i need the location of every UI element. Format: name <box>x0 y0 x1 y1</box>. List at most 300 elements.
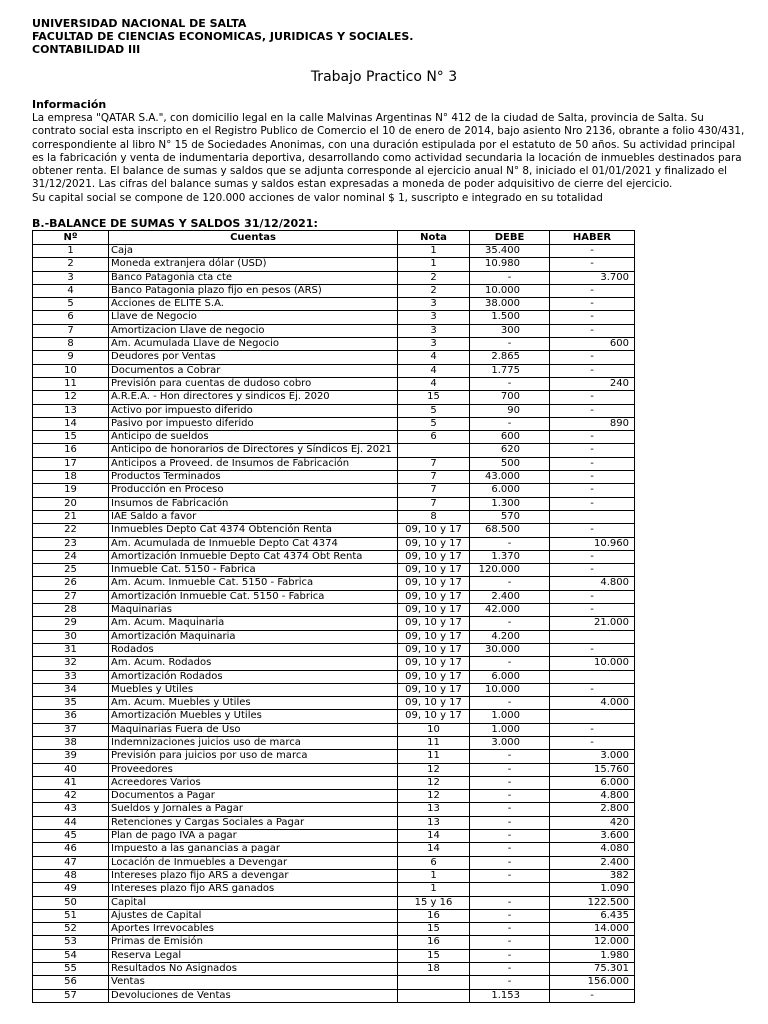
cell-account: Primas de Emisión <box>109 936 398 949</box>
table-row <box>33 936 635 949</box>
cell-debit: - <box>470 936 550 949</box>
table-row <box>33 364 635 377</box>
table-row <box>33 790 635 803</box>
table-header-row <box>33 231 635 245</box>
table-row <box>33 617 635 630</box>
cell-account: Insumos de Fabricación <box>109 497 398 510</box>
cell-debit: 90 <box>470 404 550 417</box>
cell-number: 31 <box>33 643 109 656</box>
table-row <box>33 484 635 497</box>
cell-credit: - <box>550 351 635 364</box>
cell-credit: - <box>550 590 635 603</box>
cell-debit: 42.000 <box>470 604 550 617</box>
cell-account: Amortización Inmueble Depto Cat 4374 Obt Renta <box>109 550 398 563</box>
cell-note: 12 <box>398 763 470 776</box>
cell-account: Pasivo por impuesto diferido <box>109 417 398 430</box>
table-row <box>33 311 635 324</box>
table-row <box>33 324 635 337</box>
cell-note: 7 <box>398 484 470 497</box>
cell-number: 35 <box>33 697 109 710</box>
cell-note: 13 <box>398 816 470 829</box>
table-row <box>33 736 635 749</box>
cell-credit <box>550 670 635 683</box>
table-row <box>33 564 635 577</box>
cell-debit: 1.370 <box>470 550 550 563</box>
cell-account: Amortización Maquinaria <box>109 630 398 643</box>
table-row <box>33 577 635 590</box>
cell-note: 09, 10 y 17 <box>398 537 470 550</box>
table-row <box>33 763 635 776</box>
cell-debit: - <box>470 843 550 856</box>
cell-account: Ajustes de Capital <box>109 909 398 922</box>
cell-account: Productos Terminados <box>109 471 398 484</box>
cell-number: 50 <box>33 896 109 909</box>
cell-account: Am. Acumulada Llave de Negocio <box>109 338 398 351</box>
cell-account: Reserva Legal <box>109 949 398 962</box>
cell-account: Am. Acum. Maquinaria <box>109 617 398 630</box>
cell-note: 09, 10 y 17 <box>398 630 470 643</box>
cell-credit: 420 <box>550 816 635 829</box>
cell-debit: - <box>470 577 550 590</box>
cell-credit: 3.000 <box>550 750 635 763</box>
table-row <box>33 630 635 643</box>
table-row <box>33 245 635 258</box>
info-paragraph <box>32 112 745 205</box>
cell-account: Proveedores <box>109 763 398 776</box>
col-header-debit: DEBE <box>470 231 550 245</box>
cell-account: Documentos a Cobrar <box>109 364 398 377</box>
cell-note: 3 <box>398 338 470 351</box>
cell-account: Maquinarias <box>109 604 398 617</box>
cell-account: Llave de Negocio <box>109 311 398 324</box>
cell-credit: - <box>550 284 635 297</box>
cell-account: Anticipo de honorarios de Directores y Síndicos Ej. 2021 <box>109 444 398 457</box>
table-row <box>33 869 635 882</box>
table-row <box>33 976 635 989</box>
cell-debit: 43.000 <box>470 471 550 484</box>
info-line: La empresa "QATAR S.A.", con domicilio legal en la calle Malvinas Argentinas N° 412 de la ciudad de Salta, provincia de Salta. Su <box>32 112 704 124</box>
cell-credit: 3.700 <box>550 271 635 284</box>
cell-account: Maquinarias Fuera de Uso <box>109 723 398 736</box>
cell-account: Capital <box>109 896 398 909</box>
table-row <box>33 883 635 896</box>
table-row <box>33 271 635 284</box>
cell-note: 15 <box>398 949 470 962</box>
cell-debit: 68.500 <box>470 524 550 537</box>
cell-account: Am. Acum. Rodados <box>109 657 398 670</box>
cell-note: 14 <box>398 843 470 856</box>
info-line: 31/12/2021. Las cifras del balance sumas y saldos estan expresadas a moneda de poder adquisitivo de cierre del ejercicio. <box>32 178 673 191</box>
cell-debit: - <box>470 816 550 829</box>
cell-number: 41 <box>33 776 109 789</box>
cell-number: 3 <box>33 271 109 284</box>
cell-account: Am. Acum. Inmueble Cat. 5150 - Fabrica <box>109 577 398 590</box>
cell-credit: - <box>550 457 635 470</box>
cell-credit: 2.800 <box>550 803 635 816</box>
table-row <box>33 590 635 603</box>
cell-credit: 10.960 <box>550 537 635 550</box>
cell-note: 09, 10 y 17 <box>398 643 470 656</box>
cell-debit: 1.775 <box>470 364 550 377</box>
cell-debit: 10.980 <box>470 258 550 271</box>
cell-note: 11 <box>398 750 470 763</box>
cell-debit: - <box>470 271 550 284</box>
cell-credit: 12.000 <box>550 936 635 949</box>
cell-note: 09, 10 y 17 <box>398 564 470 577</box>
cell-number: 26 <box>33 577 109 590</box>
cell-credit: 3.600 <box>550 830 635 843</box>
cell-credit: 156.000 <box>550 976 635 989</box>
cell-note: 09, 10 y 17 <box>398 670 470 683</box>
cell-number: 4 <box>33 284 109 297</box>
cell-number: 32 <box>33 657 109 670</box>
cell-number: 54 <box>33 949 109 962</box>
cell-debit: 120.000 <box>470 564 550 577</box>
cell-note: 1 <box>398 883 470 896</box>
cell-credit: - <box>550 311 635 324</box>
cell-account: Amortización Rodados <box>109 670 398 683</box>
cell-account: Banco Patagonia cta cte <box>109 271 398 284</box>
course-name: CONTABILIDAD III <box>32 43 141 56</box>
cell-debit: 10.000 <box>470 284 550 297</box>
cell-debit: 10.000 <box>470 683 550 696</box>
cell-number: 11 <box>33 377 109 390</box>
cell-note: 10 <box>398 723 470 736</box>
cell-credit: - <box>550 989 635 1002</box>
balance-table <box>32 230 635 1003</box>
cell-account: Rodados <box>109 643 398 656</box>
cell-number: 29 <box>33 617 109 630</box>
cell-number: 28 <box>33 604 109 617</box>
cell-number: 17 <box>33 457 109 470</box>
cell-account: Producción en Proceso <box>109 484 398 497</box>
cell-note: 13 <box>398 803 470 816</box>
cell-debit: - <box>470 803 550 816</box>
table-row <box>33 963 635 976</box>
table-row <box>33 683 635 696</box>
cell-note: 7 <box>398 471 470 484</box>
cell-credit: 6.000 <box>550 776 635 789</box>
cell-note: 1 <box>398 258 470 271</box>
cell-debit: 1.000 <box>470 710 550 723</box>
cell-account: Amortización Inmueble Cat. 5150 - Fabrica <box>109 590 398 603</box>
cell-note: 4 <box>398 377 470 390</box>
cell-note: 5 <box>398 417 470 430</box>
table-row <box>33 830 635 843</box>
cell-credit: 4.800 <box>550 790 635 803</box>
table-row <box>33 923 635 936</box>
cell-credit: - <box>550 524 635 537</box>
cell-note: 15 y 16 <box>398 896 470 909</box>
cell-note <box>398 976 470 989</box>
cell-credit: - <box>550 364 635 377</box>
table-row <box>33 803 635 816</box>
cell-account: IAE Saldo a favor <box>109 510 398 523</box>
cell-account: Deudores por Ventas <box>109 351 398 364</box>
cell-debit: 300 <box>470 324 550 337</box>
cell-account: Muebles y Utiles <box>109 683 398 696</box>
cell-debit <box>470 883 550 896</box>
table-body <box>33 245 635 1003</box>
cell-credit: - <box>550 324 635 337</box>
cell-number: 39 <box>33 750 109 763</box>
cell-debit: 500 <box>470 457 550 470</box>
cell-debit: 1.153 <box>470 989 550 1002</box>
cell-number: 13 <box>33 404 109 417</box>
cell-number: 37 <box>33 723 109 736</box>
cell-account: Ventas <box>109 976 398 989</box>
cell-debit: - <box>470 377 550 390</box>
cell-note: 4 <box>398 364 470 377</box>
cell-account: Am. Acum. Muebles y Utiles <box>109 697 398 710</box>
table-row <box>33 643 635 656</box>
cell-account: Intereses plazo fijo ARS ganados <box>109 883 398 896</box>
cell-debit: - <box>470 776 550 789</box>
cell-credit: - <box>550 431 635 444</box>
cell-debit: 2.865 <box>470 351 550 364</box>
cell-debit: 6.000 <box>470 484 550 497</box>
cell-note: 12 <box>398 790 470 803</box>
cell-account: Am. Acumulada de Inmueble Depto Cat 4374 <box>109 537 398 550</box>
table-row <box>33 391 635 404</box>
cell-credit: - <box>550 258 635 271</box>
cell-debit: - <box>470 417 550 430</box>
col-header-account: Cuentas <box>109 231 398 245</box>
table-row <box>33 431 635 444</box>
cell-credit: 4.080 <box>550 843 635 856</box>
cell-credit: 75.301 <box>550 963 635 976</box>
cell-credit: 15.760 <box>550 763 635 776</box>
cell-note: 1 <box>398 245 470 258</box>
table-row <box>33 856 635 869</box>
cell-note <box>398 444 470 457</box>
cell-account: Caja <box>109 245 398 258</box>
info-line: obtener renta. El balance de sumas y saldos que se adjunta corresponde al ejercicio anual N° 8, iniciado el 01/01/2021 y finalizado el <box>32 165 728 178</box>
cell-credit: - <box>550 245 635 258</box>
cell-credit: - <box>550 723 635 736</box>
cell-debit: - <box>470 963 550 976</box>
cell-debit: - <box>470 750 550 763</box>
cell-note: 15 <box>398 923 470 936</box>
cell-debit: 3.000 <box>470 736 550 749</box>
cell-credit: 240 <box>550 377 635 390</box>
cell-debit: 6.000 <box>470 670 550 683</box>
cell-note: 09, 10 y 17 <box>398 577 470 590</box>
col-header-number: Nº <box>33 231 109 245</box>
cell-number: 14 <box>33 417 109 430</box>
cell-credit: 14.000 <box>550 923 635 936</box>
cell-credit: 4.800 <box>550 577 635 590</box>
cell-credit: - <box>550 604 635 617</box>
cell-number: 16 <box>33 444 109 457</box>
cell-credit: - <box>550 471 635 484</box>
cell-credit: 122.500 <box>550 896 635 909</box>
table-row <box>33 843 635 856</box>
cell-account: Aportes Irrevocables <box>109 923 398 936</box>
cell-debit: - <box>470 949 550 962</box>
cell-number: 36 <box>33 710 109 723</box>
table-row <box>33 750 635 763</box>
col-header-note: Nota <box>398 231 470 245</box>
cell-number: 18 <box>33 471 109 484</box>
cell-credit: 890 <box>550 417 635 430</box>
cell-credit: 21.000 <box>550 617 635 630</box>
table-row <box>33 776 635 789</box>
cell-note: 16 <box>398 936 470 949</box>
cell-number: 49 <box>33 883 109 896</box>
cell-number: 21 <box>33 510 109 523</box>
cell-number: 6 <box>33 311 109 324</box>
cell-credit: 10.000 <box>550 657 635 670</box>
cell-number: 38 <box>33 736 109 749</box>
cell-debit: - <box>470 976 550 989</box>
cell-account: Documentos a Pagar <box>109 790 398 803</box>
cell-account: Anticipos a Proveed. de Insumos de Fabricación <box>109 457 398 470</box>
cell-account: Inmuebles Depto Cat 4374 Obtención Renta <box>109 524 398 537</box>
table-row <box>33 896 635 909</box>
cell-credit: - <box>550 444 635 457</box>
cell-number: 2 <box>33 258 109 271</box>
cell-credit: 600 <box>550 338 635 351</box>
table-row <box>33 457 635 470</box>
cell-account: Plan de pago IVA a pagar <box>109 830 398 843</box>
cell-note: 4 <box>398 351 470 364</box>
cell-note: 09, 10 y 17 <box>398 550 470 563</box>
cell-account: Amortizacion Llave de negocio <box>109 324 398 337</box>
cell-note: 2 <box>398 284 470 297</box>
cell-note: 09, 10 y 17 <box>398 697 470 710</box>
cell-number: 42 <box>33 790 109 803</box>
cell-credit: - <box>550 736 635 749</box>
cell-number: 43 <box>33 803 109 816</box>
cell-number: 47 <box>33 856 109 869</box>
cell-debit: 600 <box>470 431 550 444</box>
cell-note: 09, 10 y 17 <box>398 683 470 696</box>
faculty-name: FACULTAD DE CIENCIAS ECONOMICAS, JURIDICAS Y SOCIALES. <box>32 30 414 43</box>
cell-debit: - <box>470 896 550 909</box>
cell-account: Banco Patagonia plazo fijo en pesos (ARS) <box>109 284 398 297</box>
cell-number: 52 <box>33 923 109 936</box>
table-row <box>33 497 635 510</box>
cell-number: 34 <box>33 683 109 696</box>
info-heading: Información <box>32 98 107 111</box>
cell-debit: 38.000 <box>470 298 550 311</box>
cell-account: Anticipo de sueldos <box>109 431 398 444</box>
cell-number: 20 <box>33 497 109 510</box>
cell-account: Retenciones y Cargas Sociales a Pagar <box>109 816 398 829</box>
cell-note: 09, 10 y 17 <box>398 617 470 630</box>
table-row <box>33 510 635 523</box>
cell-number: 30 <box>33 630 109 643</box>
cell-debit: - <box>470 657 550 670</box>
cell-account: Devoluciones de Ventas <box>109 989 398 1002</box>
cell-number: 56 <box>33 976 109 989</box>
cell-note: 09, 10 y 17 <box>398 590 470 603</box>
cell-number: 15 <box>33 431 109 444</box>
cell-note: 2 <box>398 271 470 284</box>
cell-debit: - <box>470 537 550 550</box>
cell-number: 45 <box>33 830 109 843</box>
cell-number: 25 <box>33 564 109 577</box>
cell-credit: - <box>550 643 635 656</box>
table-row <box>33 524 635 537</box>
table-row <box>33 258 635 271</box>
cell-note: 09, 10 y 17 <box>398 657 470 670</box>
cell-debit: 1.000 <box>470 723 550 736</box>
cell-credit: 382 <box>550 869 635 882</box>
cell-number: 46 <box>33 843 109 856</box>
table-row <box>33 351 635 364</box>
cell-number: 40 <box>33 763 109 776</box>
cell-debit: - <box>470 923 550 936</box>
cell-number: 48 <box>33 869 109 882</box>
info-line: correspondiente al libro N° 15 de Sociedades Anonimas, con una duración estipulada por el estatuto de 50 años. Su actividad principal <box>32 138 736 151</box>
cell-note: 6 <box>398 856 470 869</box>
cell-debit: 1.500 <box>470 311 550 324</box>
cell-debit: 620 <box>470 444 550 457</box>
cell-number: 7 <box>33 324 109 337</box>
cell-debit: - <box>470 617 550 630</box>
cell-account: Moneda extranjera dólar (USD) <box>109 258 398 271</box>
table-row <box>33 338 635 351</box>
cell-note: 12 <box>398 776 470 789</box>
cell-note: 11 <box>398 736 470 749</box>
cell-debit: - <box>470 869 550 882</box>
cell-credit <box>550 710 635 723</box>
table-row <box>33 710 635 723</box>
cell-credit: - <box>550 391 635 404</box>
cell-number: 53 <box>33 936 109 949</box>
table-row <box>33 909 635 922</box>
table-row <box>33 298 635 311</box>
info-line: Su capital social se compone de 120.000 acciones de valor nominal $ 1, suscripto e integrado en su totalidad <box>32 191 603 204</box>
cell-account: Acciones de ELITE S.A. <box>109 298 398 311</box>
cell-credit: 1.980 <box>550 949 635 962</box>
table-row <box>33 949 635 962</box>
cell-credit: - <box>550 683 635 696</box>
cell-number: 24 <box>33 550 109 563</box>
table-row <box>33 284 635 297</box>
page-title: Trabajo Practico N° 3 <box>310 69 458 85</box>
cell-note: 7 <box>398 497 470 510</box>
cell-debit: 700 <box>470 391 550 404</box>
cell-account: Impuesto a las ganancias a pagar <box>109 843 398 856</box>
cell-credit <box>550 630 635 643</box>
table-row <box>33 404 635 417</box>
cell-note: 16 <box>398 909 470 922</box>
cell-debit: - <box>470 856 550 869</box>
cell-account: Previsión para juicios por uso de marca <box>109 750 398 763</box>
cell-number: 12 <box>33 391 109 404</box>
cell-note: 14 <box>398 830 470 843</box>
cell-number: 19 <box>33 484 109 497</box>
cell-account: Activo por impuesto diferido <box>109 404 398 417</box>
cell-number: 57 <box>33 989 109 1002</box>
cell-number: 44 <box>33 816 109 829</box>
table-row <box>33 670 635 683</box>
cell-number: 33 <box>33 670 109 683</box>
cell-account: Locación de Inmuebles a Devengar <box>109 856 398 869</box>
cell-note: 7 <box>398 457 470 470</box>
cell-note: 18 <box>398 963 470 976</box>
cell-note: 15 <box>398 391 470 404</box>
table-row <box>33 471 635 484</box>
cell-debit: - <box>470 697 550 710</box>
cell-note: 09, 10 y 17 <box>398 604 470 617</box>
cell-credit: 6.435 <box>550 909 635 922</box>
cell-credit: - <box>550 497 635 510</box>
cell-debit: - <box>470 909 550 922</box>
